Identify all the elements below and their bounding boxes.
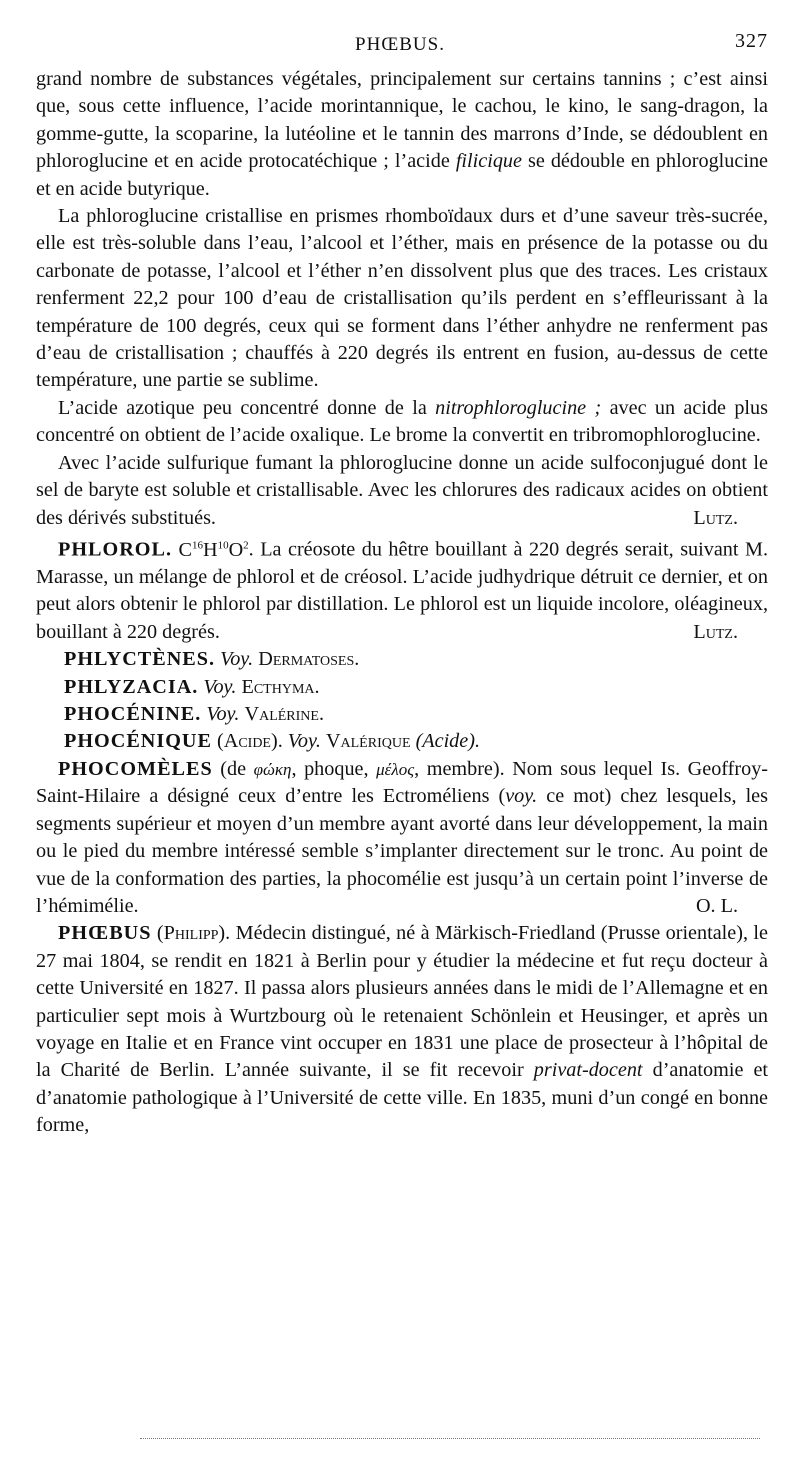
running-title: PHŒBUS.: [355, 34, 445, 55]
page-body: [36, 66, 768, 1140]
headword: PHLOROL.: [58, 538, 172, 561]
running-head: [0, 30, 800, 54]
paragraph-phloroglucine-3: L’acide azotique peu concentré donne de la nitrophloroglucine ; avec un acide plus concentré on obtient de l’acide oxalique. Le brome la convertit en tribromophloroglucine.: [36, 396, 768, 447]
author-signature: Lutz.: [693, 506, 738, 529]
chemical-formula: $C^{16}H^{10}O^2$: [178, 538, 249, 561]
headword: PHŒBUS: [58, 922, 152, 945]
entry-phlyctenes: PHLYCTÈNES. Voy. Dermatoses.: [64, 648, 360, 671]
entry-phoebus: PHŒBUS (Philipp). Médecin distingué, né à Märkisch-Friedland (Prusse orientale), le 27 mai 1804, se rendit en 1821 à Berlin pour y étudier la médecine et fut reçu docteur à cette Université en 1827. Il passa alors plusieurs années dans le midi de l’Allemagne et en particulier sept mois à Wurtzbourg où le retenaient Schönlein et Heusinger, et après un voyage en Italie et en France vint occuper en 1831 une place de prosecteur à l’hôpital de la Charité de Berlin. L’année suivante, il se fit recevoir privat-docent d’anatomie et d’anatomie pathologique à l’Université de cette ville. En 1835, muni d’un congé en bonne forme,: [36, 922, 769, 1137]
author-signature: O. L.: [695, 894, 738, 917]
paragraph-phloroglucine-4: Avec l’acide sulfurique fumant la phloroglucine donne un acide sulfoconjugué dont le sel de baryte est soluble et cristallisable. Avec les chlorures des radicaux acides on obtient des dérivés substitués. Lutz.: [36, 450, 768, 532]
paragraph-phloroglucine-2: La phloroglucine cristallise en prismes rhomboïdaux durs et d’une saveur très-sucrée, elle est très-soluble dans l’eau, l’alcool et l’éther, mais en présence de la potasse ou du carbonate de potasse, l’alcool et l’éther n’en dissolvent plus que des traces. Les cristaux renferment 22,2 pour 100 d’eau de cristallisation qu’ils perdent en s’effleurissant à la température de 100 degrés, ceux qui se forment dans l’éther anhydre ne renferment pas d’eau de cristallisation ; chauffés à 220 degrés ils entrent en fusion, au-dessus de cette température, une partie se sublime.: [36, 205, 768, 392]
entry-phocenine: PHOCÉNINE. Voy. Valérine.: [64, 703, 325, 726]
page-number: 327: [735, 30, 768, 52]
entry-phocenique: PHOCÉNIQUE (Acide). Voy. Valérique (Acide).: [64, 730, 481, 753]
entry-phlorol: PHLOROL. $C^{16}H^{10}O^2$. La créosote du hêtre bouillant à 220 degrés serait, suivant M. Marasse, un mélange de phlorol et de créosol. L’acide judhydrique détruit ce dernier, et on peut alors obtenir le phlorol par distillation. Le phlorol est un liquide incolore, oléagineux, bouillant à 220 degrés. Lutz.: [36, 532, 768, 646]
author-signature: Lutz.: [693, 620, 738, 643]
bottom-rule: [140, 1438, 760, 1439]
paragraph-phloroglucine-1: grand nombre de substances végétales, principalement sur certains tannins ; c’est ainsi que, sous cette influence, l’acide morintannique, le cachou, le kino, le sang-dragon, la gomme-gutte, la scoparine, la lutéoline et le tannin des marrons d’Inde, se dédoublent en phloroglucine et en acide protocatéchique ; l’acide filicique se dédouble en phloroglucine et en acide butyrique.: [36, 68, 769, 200]
entry-phocomeles: PHOCOMÈLES (de φώκη, phoque, μέλος, membre). Nom sous lequel Is. Geoffroy-Saint-Hilaire a désigné ceux d’entre les Ectroméliens (voy. ce mot) chez lesquels, les segments supérieur et moyen d’un membre ayant avorté dans leur développement, la main ou le pied du membre intéressé semble s’implanter directement sur le tronc. Au point de vue de la conformation des parties, la phocomélie est jusqu’à un certain point l’inverse de l’hémimélie. O. L.: [36, 756, 768, 920]
entry-phlyzacia: PHLYZACIA. Voy. Ecthyma.: [64, 675, 320, 698]
